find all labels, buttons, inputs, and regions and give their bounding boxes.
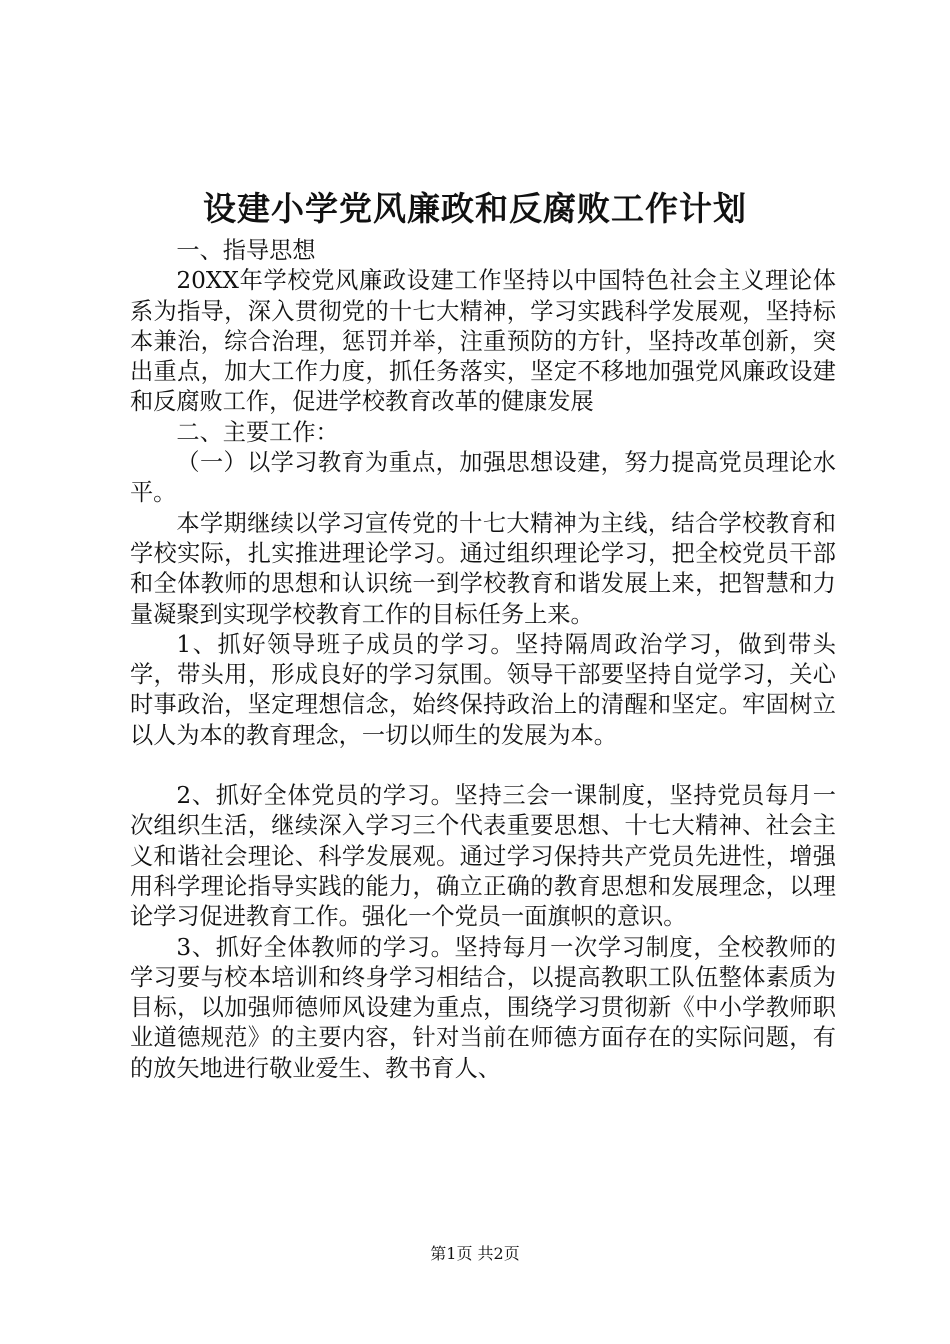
- page-number-footer: 第1页 共2页: [430, 1244, 520, 1263]
- paragraph-teacher-study: 3、抓好全体教师的学习。坚持每月一次学习制度，全校教师的学习要与校本培训和终身学习相结合，以提高教职工队伍整体素质为目标，以加强师德师风设建为重点，围绕学习贯彻新《中小学教师职业道德规范》的主要内容，针对当前在师德方面存在的实际问题，有的放矢地进行敬业爱生、教书育人、: [130, 933, 836, 1082]
- subsection-heading-study-education: （一）以学习教育为重点，加强思想设建，努力提高党员理论水平。: [130, 449, 836, 507]
- document-title: 设建小学党风廉政和反腐败工作计划: [203, 189, 747, 228]
- section-heading-main-work: 二、主要工作：: [176, 418, 339, 446]
- paragraph-party-member-study: 2、抓好全体党员的学习。坚持三会一课制度，坚持党员每月一次组织生活，继续深入学习三个代表重要思想、十七大精神、社会主义和谐社会理论、科学发展观。通过学习保持共产党员先进性，增强用科学理论指导实践的能力，确立正确的教育思想和发展理念，以理论学习促进教育工作。强化一个党员一面旗帜的意识。: [130, 782, 836, 931]
- section-heading-guiding-ideology: 一、指导思想: [176, 237, 316, 264]
- document-body: [130, 236, 836, 1084]
- paragraph-semester-study: 本学期继续以学习宣传党的十七大精神为主线，结合学校教育和学校实际，扎实推进理论学习。通过组织理论学习，把全校党员干部和全体教师的思想和认识统一到学校教育和谐发展上来，把智慧和力量凝聚到实现学校教育工作的目标任务上来。: [130, 509, 836, 628]
- paragraph-guiding-ideology: 20XX年学校党风廉政设建工作坚持以中国特色社会主义理论体系为指导，深入贯彻党的十七大精神，学习实践科学发展观，坚持标本兼治，综合治理，惩罚并举，注重预防的方针，坚持改革创新，突出重点，加大工作力度，抓任务落实，坚定不移地加强党风廉政设建和反腐败工作，促进学校教育改革的健康发展: [130, 267, 836, 416]
- paragraph-leadership-study: 1、抓好领导班子成员的学习。坚持隔周政治学习，做到带头学，带头用，形成良好的学习氛围。领导干部要坚持自觉学习，关心时事政治，坚定理想信念，始终保持政治上的清醒和坚定。牢固树立以人为本的教育理念，一切以师生的发展为本。: [130, 630, 836, 749]
